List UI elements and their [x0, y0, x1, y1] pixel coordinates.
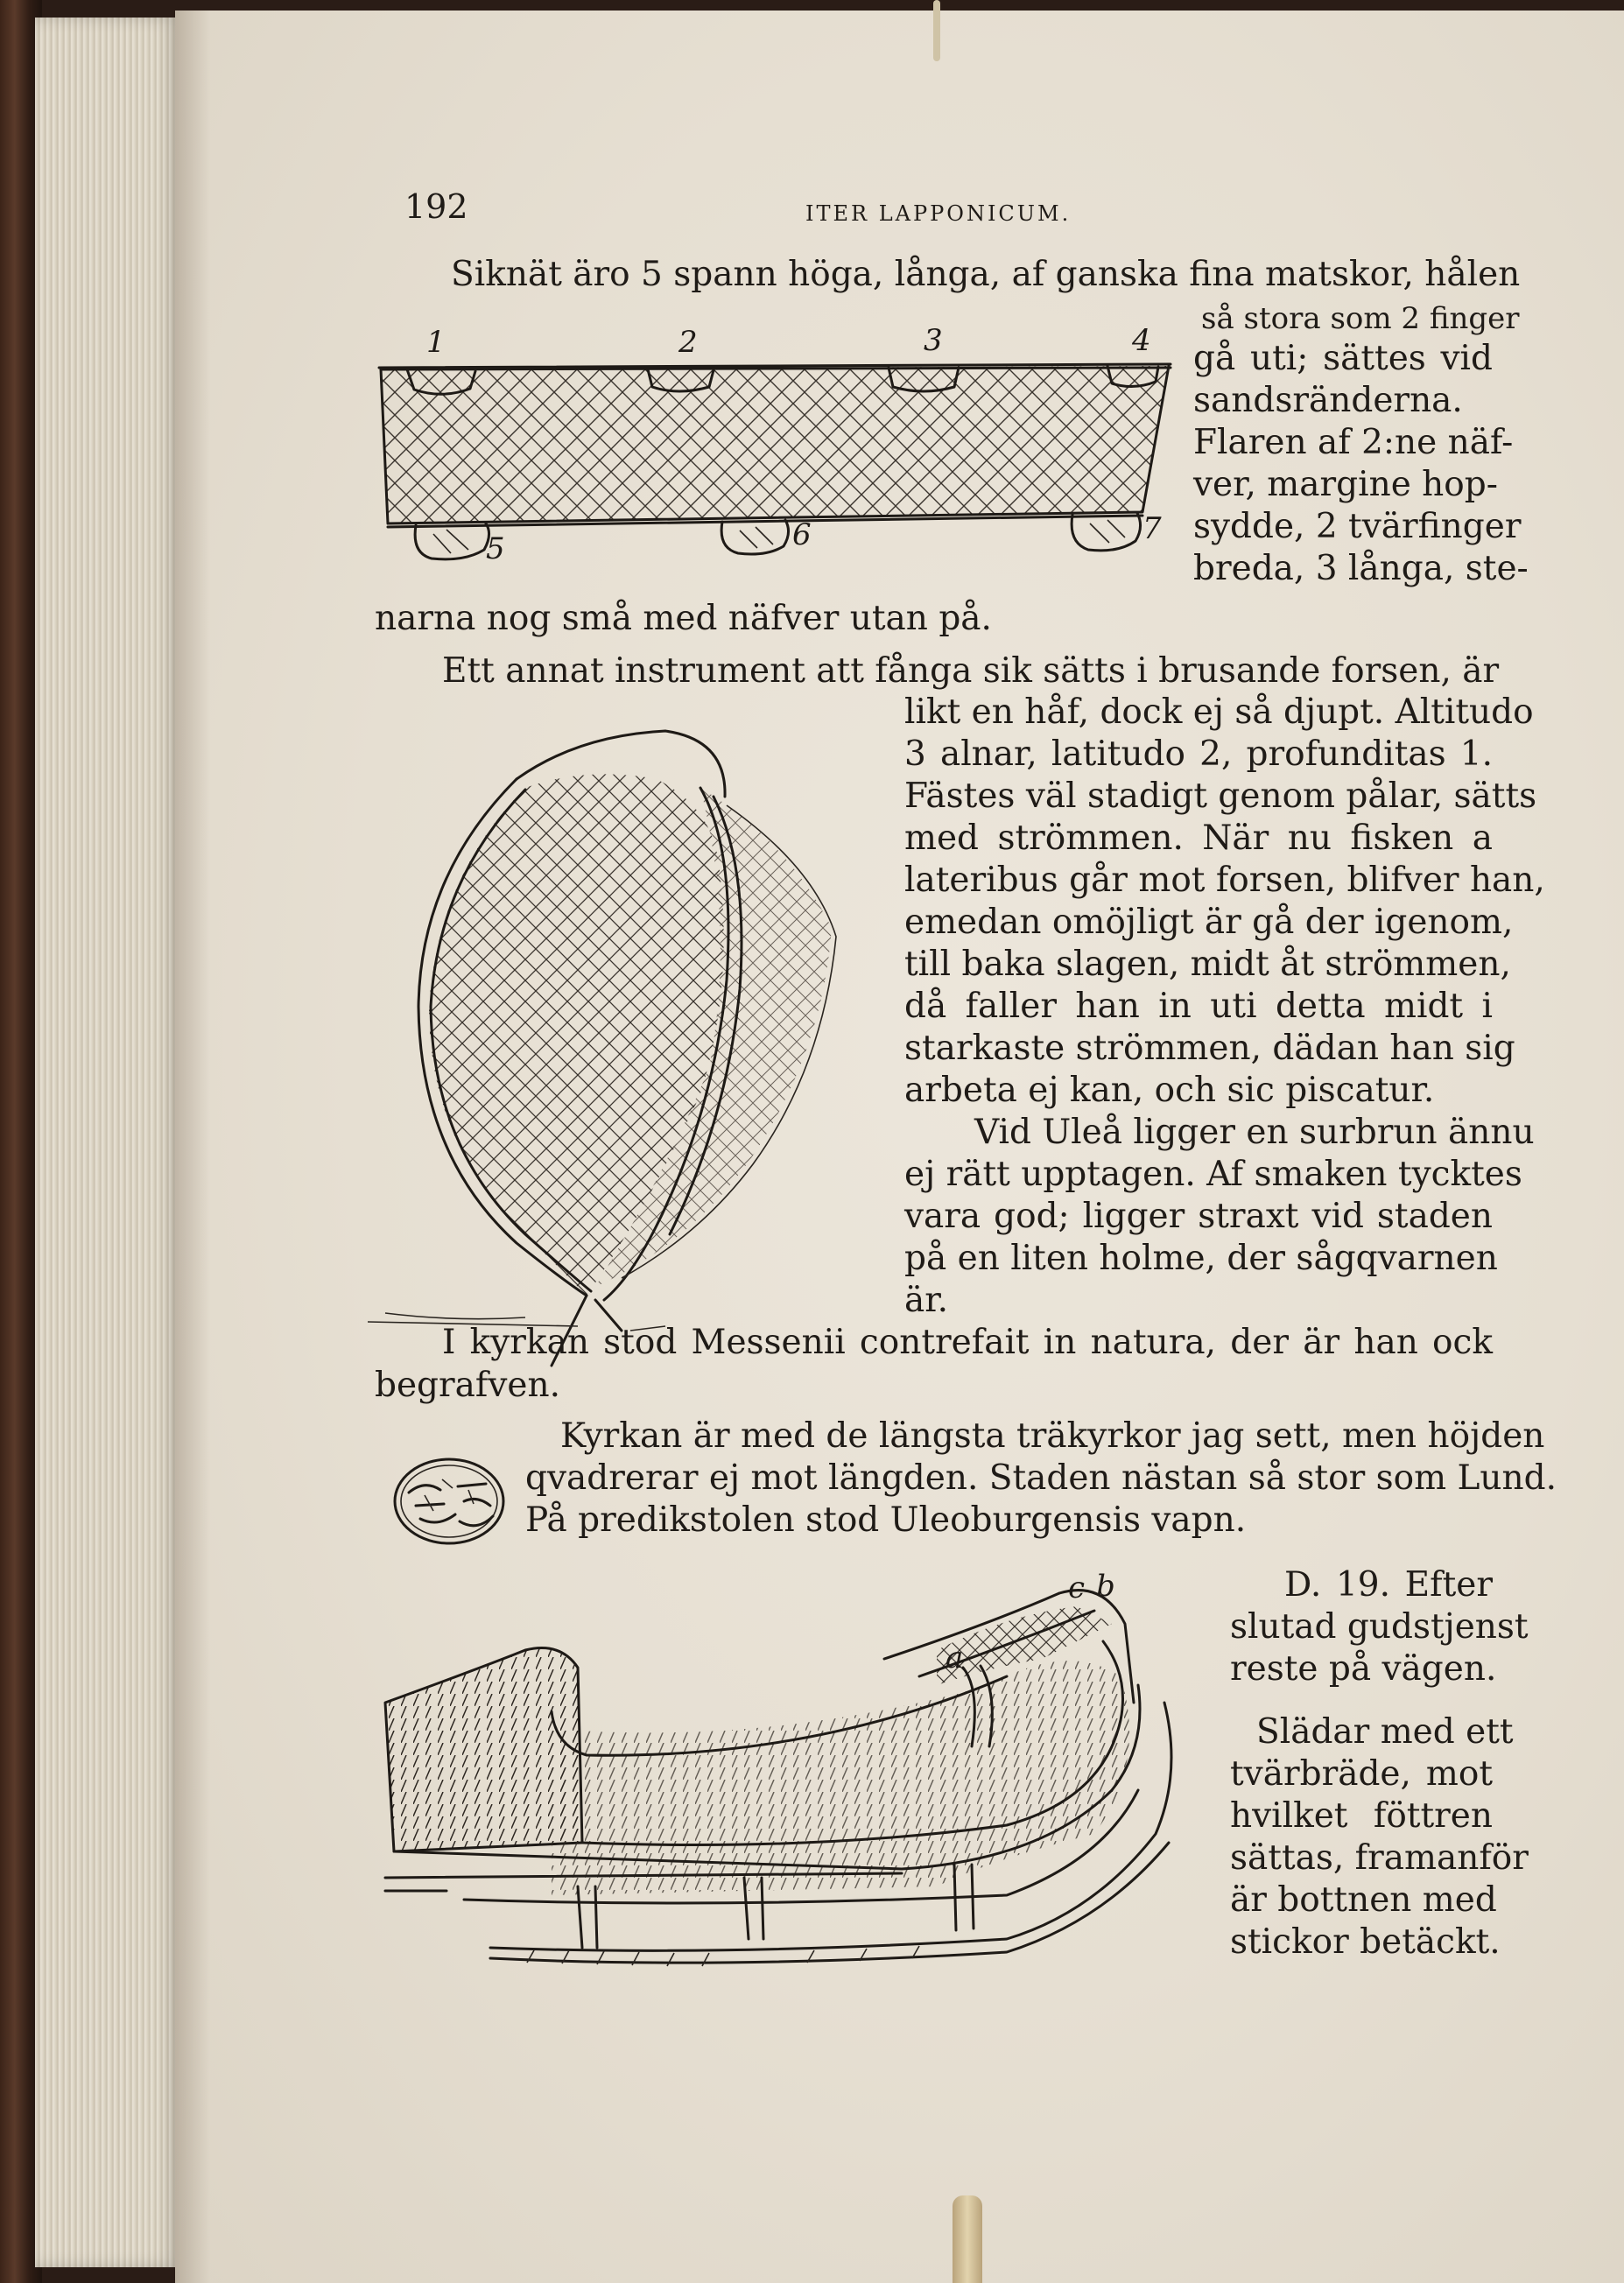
gutter-shadow: [175, 11, 210, 2283]
net-label-4: 4: [1132, 323, 1151, 358]
church-line-2: begrafven.: [375, 1366, 560, 1405]
trap-paragraph-line: arbeta ej kan, och sic piscatur.: [904, 1071, 1435, 1110]
net-paragraph-final-line: narna nog små med näfver utan på.: [375, 599, 992, 638]
running-title: ITER LAPPONICUM.: [805, 201, 1072, 226]
kyrkan-line: qvadrerar ej mot längden. Staden nästan så stor som Lund.: [525, 1458, 1557, 1498]
net-paragraph-side-line: så stora som 2 finger: [1201, 301, 1520, 336]
net-paragraph-side-line: sandsränderna.: [1193, 381, 1463, 420]
page-edges: [35, 18, 179, 2267]
trap-paragraph-line: Vid Uleå ligger en surbrun ännu: [974, 1113, 1535, 1152]
sled-text-line: Slädar med ett: [1256, 1712, 1514, 1752]
trap-paragraph-line: likt en håf, dock ej så djupt. Altitudo: [904, 692, 1534, 732]
net-label-2: 2: [678, 325, 698, 360]
trap-paragraph-line: starkaste strömmen, dädan han sig: [904, 1029, 1515, 1068]
trap-paragraph-line: Fästes väl stadigt genom pålar, sätts: [904, 776, 1537, 816]
net-label-5: 5: [486, 531, 505, 566]
net-paragraph-side-line: gå uti; sättes vid: [1193, 339, 1493, 378]
kyrkan-line: På predikstolen stod Uleoburgensis vapn.: [525, 1500, 1247, 1540]
sled-text-line: D. 19. Efter: [1284, 1565, 1493, 1605]
net-figure: [372, 324, 1178, 587]
sinker-stone: [415, 523, 489, 559]
net-paragraph-side-line: ver, margine hop-: [1193, 465, 1498, 504]
kyrkan-line: Kyrkan är med de längsta träkyrkor jag sett, men höjden: [560, 1416, 1545, 1456]
sled-text-line: hvilket föttren: [1230, 1796, 1493, 1836]
trap-paragraph-line: emedan omöjligt är gå der igenom,: [904, 903, 1514, 942]
page-number: 192: [404, 187, 468, 226]
trap-paragraph-line: då faller han in uti detta midt i: [904, 987, 1493, 1026]
trap-paragraph-line: ej rätt upptagen. Af smaken tycktes: [904, 1155, 1522, 1194]
trap-paragraph-first-line: Ett annat instrument att fånga sik sätts i brusande forsen, är: [442, 651, 1500, 691]
sled-label-b: b: [1096, 1569, 1115, 1604]
fish-trap-figure: [368, 718, 858, 1331]
sled-figure: [376, 1571, 1234, 1983]
trap-paragraph-line: med strömmen. När nu fisken a: [904, 818, 1493, 858]
bookmark-top: [933, 0, 940, 61]
net-label-3: 3: [924, 323, 943, 358]
sinker-stone: [1072, 513, 1140, 551]
net-label-1: 1: [426, 325, 446, 360]
net-paragraph-side-line: Flaren af 2:ne näf-: [1193, 423, 1514, 462]
trap-paragraph-line: vara god; ligger straxt vid staden: [904, 1197, 1493, 1236]
sled-text-line: sättas, framanför: [1230, 1838, 1529, 1878]
bookmark-ribbon: [953, 2195, 982, 2283]
net-paragraph-side-line: sydde, 2 tvärfinger: [1193, 507, 1522, 546]
sled-text-line: slutad gudstjenst: [1230, 1607, 1529, 1647]
church-line-1: I kyrkan stod Messenii contrefait in natura, der är han ock: [442, 1323, 1493, 1362]
sled-label-a: a: [946, 1640, 964, 1675]
uleaborg-coat-of-arms: [390, 1453, 512, 1549]
sled-text-line: reste på vägen.: [1230, 1649, 1497, 1689]
trap-paragraph-line: på en liten holme, der sågqvarnen: [904, 1239, 1498, 1278]
sinker-stone: [721, 520, 788, 554]
trap-paragraph-line: lateribus går mot forsen, blifver han,: [904, 861, 1545, 900]
trap-paragraph-line: är.: [904, 1281, 949, 1320]
trap-paragraph-line: 3 alnar, latitudo 2, profunditas 1.: [904, 734, 1493, 774]
sled-text-line: är bottnen med: [1230, 1880, 1497, 1920]
net-label-7: 7: [1142, 511, 1162, 546]
sled-text-line: tvärbräde, mot: [1230, 1754, 1493, 1794]
trap-paragraph-line: till baka slagen, midt åt strömmen,: [904, 945, 1511, 984]
net-paragraph-side-line: breda, 3 långa, ste-: [1193, 549, 1529, 588]
net-label-6: 6: [792, 517, 812, 552]
sled-text-line: stickor betäckt.: [1230, 1922, 1501, 1962]
net-paragraph-line-1: Siknät äro 5 spann höga, långa, af ganska fina matskor, hålen: [451, 255, 1521, 294]
sled-label-c: c: [1068, 1570, 1086, 1605]
